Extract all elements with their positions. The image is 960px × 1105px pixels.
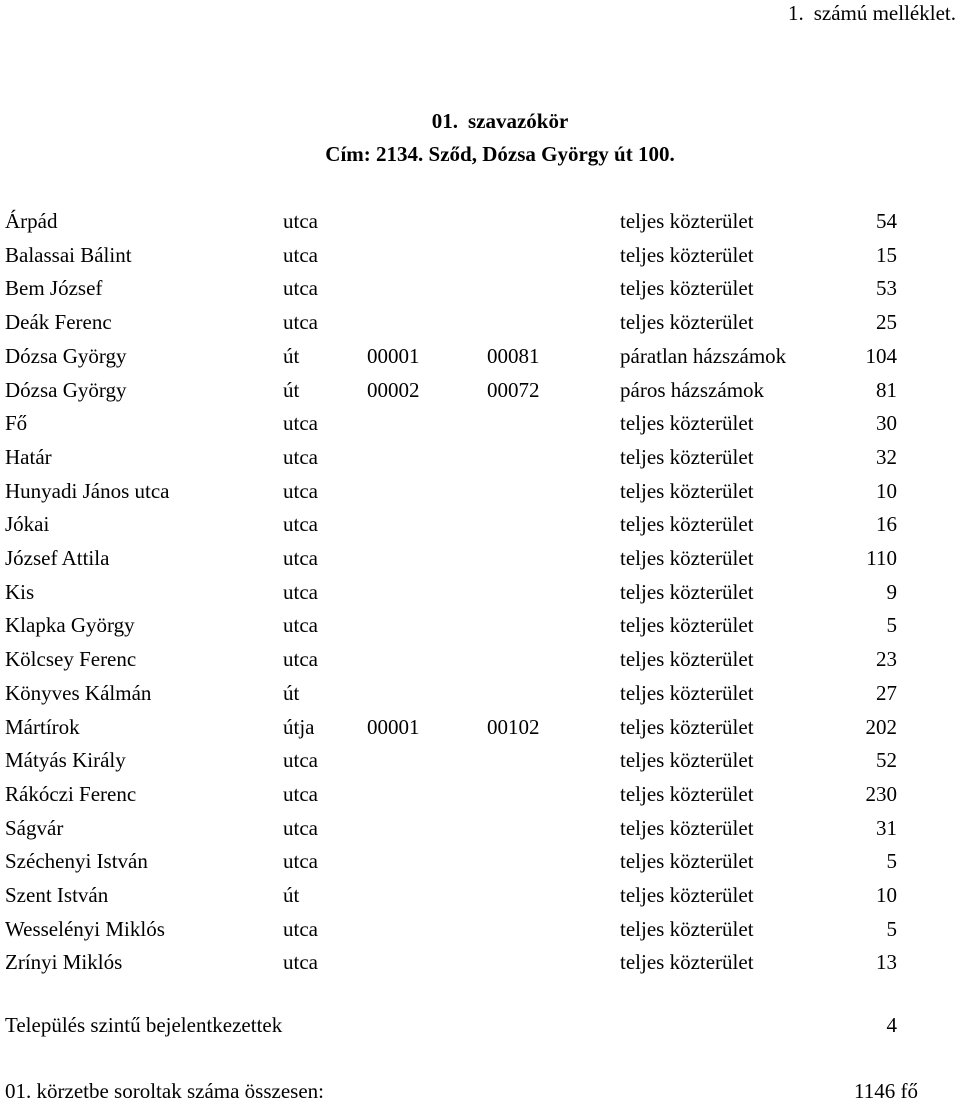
street-name: Könyves Kálmán	[5, 681, 152, 705]
street-row	[0, 881, 960, 909]
voter-count: 53	[876, 276, 897, 300]
street-row	[0, 746, 960, 774]
street-scope: teljes közterület	[620, 512, 754, 536]
street-row	[0, 847, 960, 875]
street-type: utca	[283, 748, 318, 772]
street-type: út	[283, 681, 300, 705]
street-name: Wesselényi Miklós	[5, 917, 165, 941]
voter-count: 10	[876, 479, 897, 503]
street-type: utca	[283, 310, 318, 334]
street-name: József Attila	[5, 546, 110, 570]
street-type: út	[283, 378, 300, 402]
house-from: 00001	[367, 344, 420, 368]
district-title-text: szavazókör	[467, 109, 569, 133]
street-row	[0, 814, 960, 842]
street-type: utca	[283, 445, 318, 469]
street-type: utca	[283, 479, 318, 503]
street-name: Árpád	[5, 209, 58, 233]
street-row	[0, 510, 960, 538]
street-scope: teljes közterület	[620, 546, 754, 570]
house-from: 00001	[367, 715, 420, 739]
street-type: utca	[283, 647, 318, 671]
street-row	[0, 308, 960, 336]
street-scope: teljes közterület	[620, 310, 754, 334]
street-scope: teljes közterület	[620, 950, 754, 974]
street-type: utca	[283, 546, 318, 570]
street-type: utca	[283, 950, 318, 974]
street-type: utca	[283, 276, 318, 300]
street-scope: teljes közterület	[620, 917, 754, 941]
voter-count: 32	[876, 445, 897, 469]
voter-count: 54	[876, 209, 897, 233]
street-scope: teljes közterület	[620, 243, 754, 267]
street-name: Kis	[5, 580, 35, 604]
house-to: 00102	[487, 715, 540, 739]
street-name: Fő	[5, 411, 28, 435]
street-name: Határ	[5, 445, 52, 469]
street-row	[0, 713, 960, 741]
annex-label	[788, 0, 956, 26]
district-title	[0, 108, 960, 134]
street-type: utca	[283, 849, 318, 873]
voter-count: 16	[876, 512, 897, 536]
street-scope: teljes közterület	[620, 816, 754, 840]
street-scope: teljes közterület	[620, 479, 754, 503]
voter-count: 5	[886, 917, 897, 941]
annex-text: számú melléklet.	[813, 1, 956, 25]
voter-count: 9	[886, 580, 897, 604]
street-row	[0, 477, 960, 505]
street-scope: teljes közterület	[620, 782, 754, 806]
voter-count: 27	[876, 681, 897, 705]
street-type: utca	[283, 411, 318, 435]
annex-number: 1.	[787, 1, 804, 25]
street-type: utca	[283, 512, 318, 536]
street-scope: teljes közterület	[620, 849, 754, 873]
street-row	[0, 611, 960, 639]
street-row	[0, 948, 960, 976]
voter-count: 13	[876, 950, 897, 974]
street-row	[0, 780, 960, 808]
voter-count: 10	[876, 883, 897, 907]
street-name: Jókai	[5, 512, 50, 536]
street-row	[0, 645, 960, 673]
street-scope: teljes közterület	[620, 209, 754, 233]
house-from: 00002	[367, 378, 420, 402]
street-name: Bem József	[5, 276, 103, 300]
street-scope: teljes közterület	[620, 681, 754, 705]
district-number: 01.	[431, 109, 458, 133]
street-scope: teljes közterület	[620, 580, 754, 604]
voter-count: 5	[886, 613, 897, 637]
voter-count: 81	[876, 378, 897, 402]
street-name: Széchenyi István	[5, 849, 148, 873]
street-type: út	[283, 883, 300, 907]
street-name: Zrínyi Miklós	[5, 950, 123, 974]
settlement-level-count: 4	[886, 1013, 897, 1037]
polling-address: Cím: 2134. Sződ, Dózsa György út 100.	[325, 142, 675, 166]
street-name: Mátyás Király	[5, 748, 126, 772]
street-scope: páros házszámok	[620, 378, 765, 402]
total-value: 1146 fő	[854, 1079, 918, 1103]
street-scope: teljes közterület	[620, 647, 754, 671]
voter-count: 30	[876, 411, 897, 435]
voter-count: 52	[876, 748, 897, 772]
street-type: utca	[283, 917, 318, 941]
street-scope: páratlan házszámok	[620, 344, 787, 368]
house-to: 00072	[487, 378, 540, 402]
street-name: Deák Ferenc	[5, 310, 112, 334]
street-type: utca	[283, 782, 318, 806]
street-name: Kölcsey Ferenc	[5, 647, 137, 671]
street-name: Ságvár	[5, 816, 64, 840]
settlement-level-label: Település szintű bejelentkezettek	[5, 1013, 283, 1037]
voter-count: 15	[876, 243, 897, 267]
street-row	[0, 409, 960, 437]
street-scope: teljes közterület	[620, 445, 754, 469]
voter-count: 202	[865, 715, 897, 739]
street-row	[0, 342, 960, 370]
street-row	[0, 207, 960, 235]
voter-count: 230	[865, 782, 897, 806]
street-scope: teljes közterület	[620, 613, 754, 637]
voter-count: 5	[886, 849, 897, 873]
street-name: Hunyadi János utca	[5, 479, 170, 503]
street-name: Klapka György	[5, 613, 135, 637]
street-row	[0, 915, 960, 943]
street-scope: teljes közterület	[620, 715, 754, 739]
street-name: Szent István	[5, 883, 109, 907]
street-row	[0, 274, 960, 302]
street-scope: teljes közterület	[620, 883, 754, 907]
street-row	[0, 376, 960, 404]
street-scope: teljes közterület	[620, 411, 754, 435]
street-name: Dózsa György	[5, 378, 127, 402]
street-type: utca	[283, 243, 318, 267]
total-line	[0, 1077, 960, 1105]
total-label: 01. körzetbe soroltak száma összesen:	[5, 1079, 324, 1103]
street-row	[0, 679, 960, 707]
street-name: Rákóczi Ferenc	[5, 782, 137, 806]
voter-count: 31	[876, 816, 897, 840]
street-name: Dózsa György	[5, 344, 127, 368]
voter-count: 104	[865, 344, 897, 368]
voter-count: 110	[866, 546, 897, 570]
street-row	[0, 241, 960, 269]
house-to: 00081	[487, 344, 540, 368]
voter-count: 25	[876, 310, 897, 334]
street-row	[0, 544, 960, 572]
voter-count: 23	[876, 647, 897, 671]
street-row	[0, 578, 960, 606]
street-type: utca	[283, 209, 318, 233]
street-scope: teljes közterület	[620, 748, 754, 772]
street-type: út	[283, 344, 300, 368]
street-type: utca	[283, 580, 318, 604]
street-type: utca	[283, 613, 318, 637]
street-type: útja	[283, 715, 315, 739]
street-type: utca	[283, 816, 318, 840]
settlement-level-line	[0, 1011, 960, 1039]
street-name: Balassai Bálint	[5, 243, 132, 267]
street-row	[0, 443, 960, 471]
street-name: Mártírok	[5, 715, 80, 739]
street-scope: teljes közterület	[620, 276, 754, 300]
